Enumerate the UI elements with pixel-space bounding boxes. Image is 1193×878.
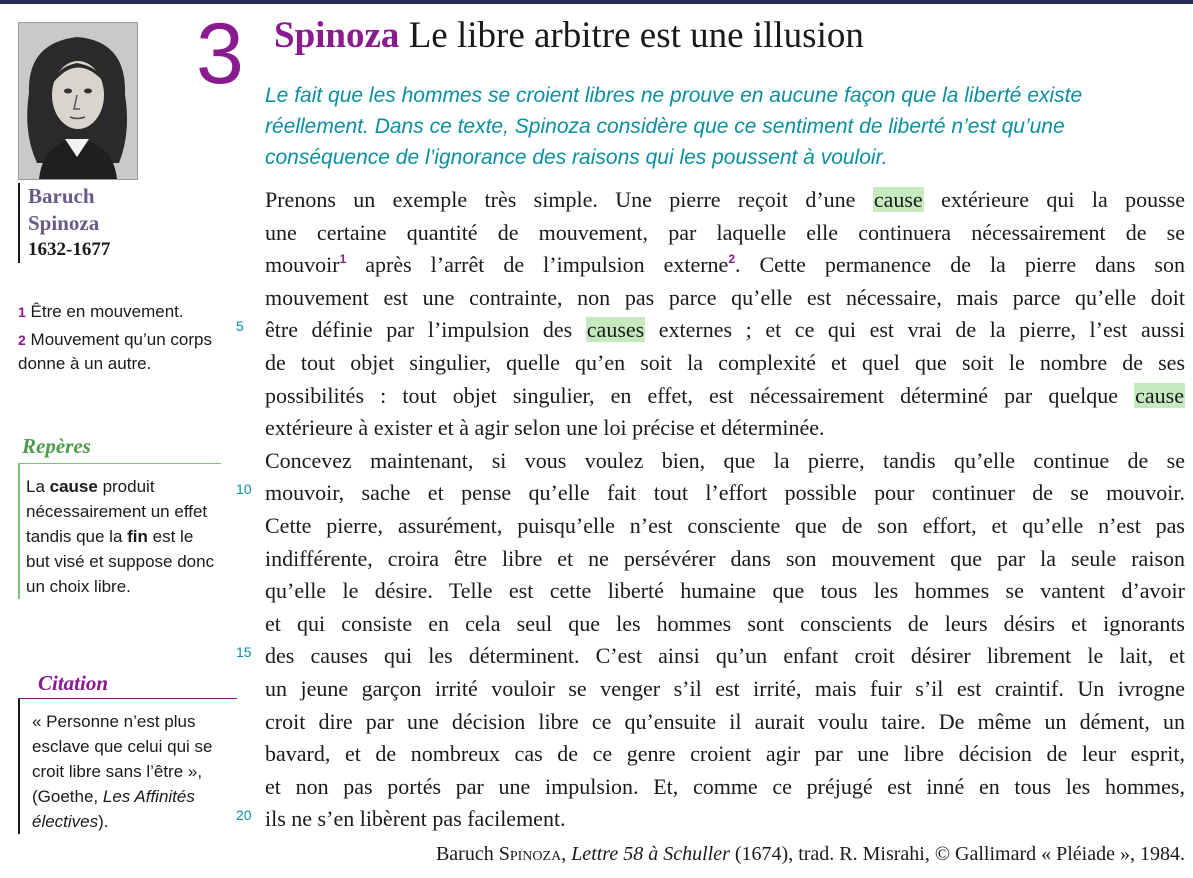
text-number: 3	[196, 6, 244, 102]
footnote-text: Être en mouvement.	[30, 302, 184, 321]
text-line: un jeune garçon irrité vouloir se venger s’il est irrité, mais fuir s’il est craintif. Un ivrogne	[265, 675, 1185, 701]
reperes-text: produit nécessairement un effet tandis que la	[26, 477, 208, 546]
text-segment: être définie par l’impulsion des	[265, 317, 586, 343]
citation-attribution: (Goethe,	[32, 787, 103, 806]
footnote-number: 1	[18, 304, 26, 320]
text-line: Concevez maintenant, si vous voulez bien, que la pierre, tandis qu’elle continue de se	[265, 447, 1185, 473]
text-line: extérieure à exister et à agir selon une loi précise et déterminée.	[265, 415, 825, 441]
text-line: bavard, et de nombreux cas de ce genre croient agir par une libre décision de leur esprit,	[265, 741, 1185, 767]
source-text: Baruch	[435, 843, 499, 865]
text-line	[265, 184, 1185, 217]
citation-heading: Citation	[38, 671, 109, 695]
reperes-heading: Repères	[22, 434, 91, 458]
text-line: et non pas portés par une impulsion. Et, comme ce préjugé est inné en tous les hommes,	[265, 773, 1185, 799]
footnote-ref-2: 2	[728, 252, 736, 267]
top-bar	[0, 0, 1193, 4]
highlight-causes: causes	[586, 317, 645, 343]
source-author: Spinoza	[498, 843, 562, 865]
text-segment: mouvoir	[265, 252, 340, 278]
highlight-cause: cause	[1135, 382, 1184, 408]
reperes-text: est le but visé et suppose donc un choix libre.	[26, 527, 215, 596]
text-heading	[274, 14, 864, 58]
text-line: mouvoir, sache et pense qu’elle fait tout l’effort possible pour continuer de se mouvoir.	[265, 480, 1185, 506]
text-segment: extérieure qui la pousse	[923, 187, 1185, 212]
line-number: 15	[236, 644, 252, 660]
citation-attribution-end: ).	[98, 812, 109, 831]
reperes-term-fin: fin	[127, 527, 148, 546]
footnote-2	[18, 328, 228, 376]
text-segment: possibilités : tout objet singulier, en effet, est nécessairement déterminé par quelque	[265, 382, 1135, 408]
text-line: une certaine quantité de mouvement, par laquelle elle continuera nécessairement de se	[265, 219, 1185, 245]
reperes-text: La	[26, 477, 50, 496]
source-citation	[436, 842, 1185, 866]
heading-title: Le libre arbitre est une illusion	[408, 15, 864, 56]
text-line: qu’elle le désire. Telle est cette liberté humaine que tous les hommes se vantent d’avoir	[265, 578, 1185, 604]
citation-work: Les Affinités électives	[32, 787, 195, 831]
author-portrait	[18, 22, 138, 180]
heading-author: Spinoza	[274, 15, 400, 56]
line-number: 10	[236, 481, 252, 497]
citation-box	[18, 698, 237, 834]
footnote-ref-1: 1	[339, 252, 347, 267]
text-line: mouvement est une contrainte, non pas parce qu’elle est nécessaire, mais parce qu’elle doit	[265, 284, 1185, 310]
text-segment: . Cette permanence de la pierre dans son	[735, 252, 1185, 278]
text-line: ils ne s’en libèrent pas facilement.	[265, 806, 566, 832]
text-line: des causes qui les déterminent. C’est ainsi qu’un enfant croit désirer librement le lait, et	[265, 643, 1185, 669]
line-number: 20	[236, 807, 252, 823]
source-work: Lettre 58 à Schuller	[571, 843, 730, 865]
text-segment: après l’arrêt de l’impulsion externe	[346, 252, 729, 278]
author-first-name: Baruch	[28, 184, 95, 208]
main-text	[265, 184, 1185, 836]
author-info	[18, 183, 148, 263]
line-number: 5	[236, 318, 244, 334]
footnotes	[18, 300, 228, 380]
text-segment: Prenons un exemple très simple. Une pierre reçoit d’une	[265, 187, 873, 212]
reperes-box	[18, 463, 221, 599]
highlight-cause: cause	[873, 187, 923, 212]
footnote-1	[18, 300, 228, 324]
source-text: ,	[561, 843, 572, 865]
text-line	[265, 314, 1185, 347]
reperes-term-cause: cause	[49, 477, 98, 496]
footnote-number: 2	[18, 332, 26, 348]
author-dates: 1632-1677	[28, 239, 111, 260]
text-line: croit dire par une décision libre ce qu’ensuite il aurait voulu taire. De même un dément, un	[265, 708, 1185, 734]
portrait-engraving-image	[19, 23, 137, 179]
text-line	[265, 380, 1185, 413]
text-line: Cette pierre, assurément, puisqu’elle n’est consciente que de son effort, et qu’elle n’est pas	[265, 512, 1185, 538]
text-line: de tout objet singulier, quelle qu’en soit la complexité et quel que soit le nombre de ses	[265, 349, 1185, 375]
source-text: (1674), trad. R. Misrahi, © Gallimard « Pléiade », 1984.	[729, 843, 1185, 865]
citation-quote: « Personne n’est plus esclave que celui qui se croit libre sans l’être »,	[32, 712, 213, 781]
author-last-name: Spinoza	[28, 211, 100, 235]
footnote-text: Mouvement qu’un corps donne à un autre.	[18, 330, 212, 373]
text-segment: externes ; et ce qui est vrai de la pierre, l’est aussi	[645, 317, 1185, 343]
text-line: indifférente, croira être libre et ne persévérer dans son mouvement que par la seule raison	[265, 545, 1185, 571]
intro-paragraph: Le fait que les hommes se croient libres ne prouve en aucune façon que la liberté existe réellement. Dans ce texte, Spinoza considère que ce sentiment de liberté n’est qu’une conséquence de l’ignorance des raisons qui les poussent à vouloir.	[265, 84, 1083, 169]
text-line: et qui consiste en cela seul que les hommes sont conscients de leurs désirs et ignorants	[265, 610, 1185, 636]
text-line	[265, 249, 1185, 282]
